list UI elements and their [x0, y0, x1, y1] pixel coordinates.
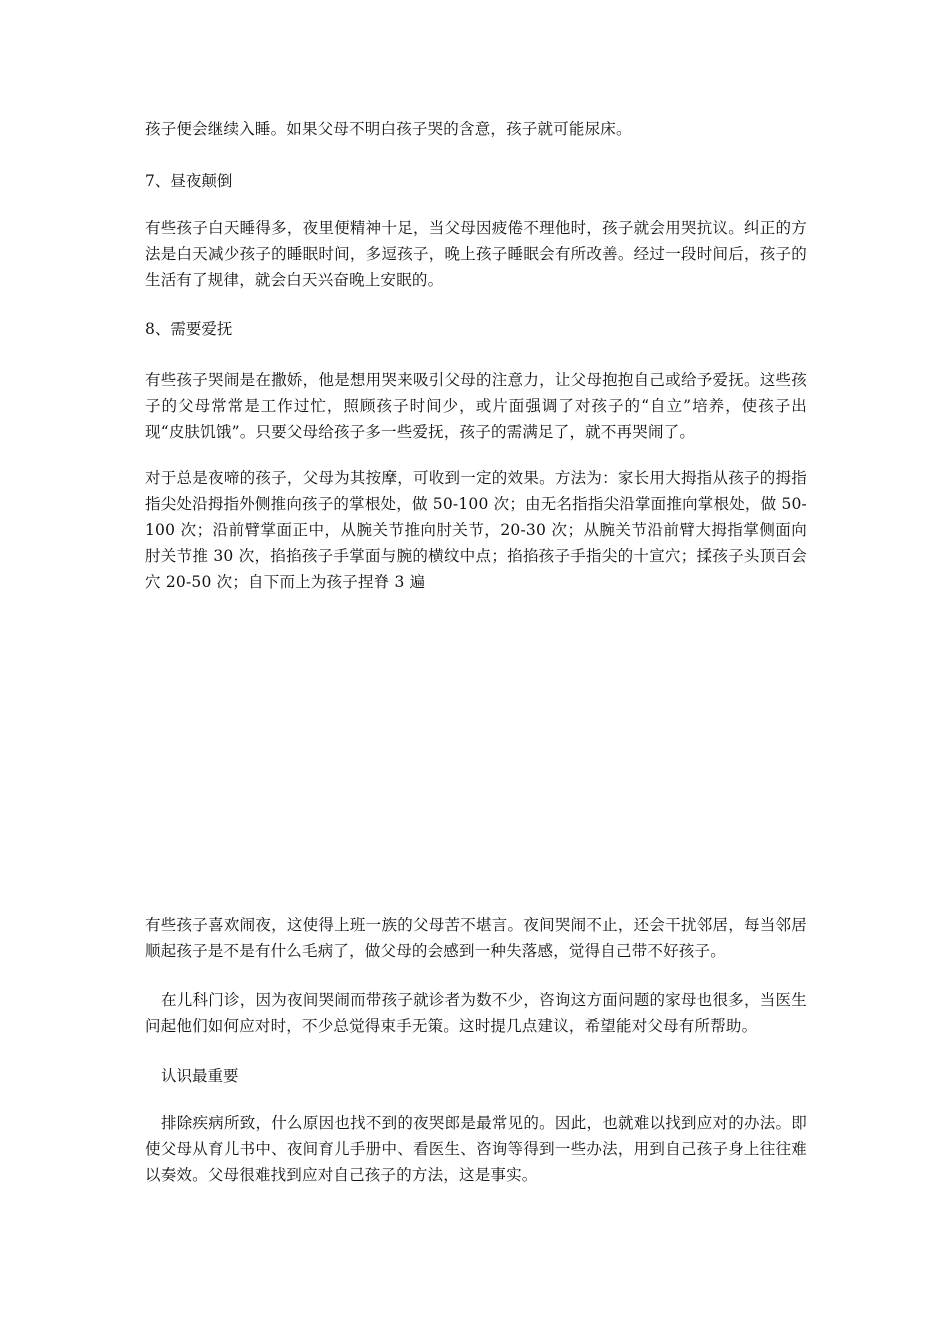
paragraph-need-affection: 有些孩子哭闹是在撒娇，他是想用哭来吸引父母的注意力，让父母抱抱自己或给予爱抚。这些孩子的父母常常是工作过忙，照顾孩子时间少，或片面强调了对孩子的“自立”培养，使孩子出现“皮肤饥饿”。只要父母给孩子多一些爱抚，孩子的需满足了，就不再哭闹了。: [145, 371, 807, 441]
paragraph-pediatric-clinic: 在儿科门诊，因为夜间哭闹而带孩子就诊者为数不少，咨询这方面问题的家母也很多，当医生问起他们如何应对时，不少总觉得束手无策。这时提几点建议，希望能对父母有所帮助。: [145, 991, 807, 1035]
paragraph-massage-method: 对于总是夜啼的孩子，父母为其按摩，可收到一定的效果。方法为：家长用大拇指从孩子的拇指指尖处沿拇指外侧推向孩子的掌根处，做 50-100 次；由无名指指尖沿掌面推向掌根处，做 50-100 次；沿前臂掌面正中，从腕关节推向肘关节，20-30 次；从腕关节沿前臂大拇指掌侧面向肘关节推 30 次，掐掐孩子手掌面与腕的横纹中点；掐掐孩子手指尖的十宣穴；揉孩子头顶百会穴 20-50 次；自下而上为孩子捏脊 3 遍: [145, 469, 807, 591]
section-heading-7: 7、昼夜颠倒: [145, 172, 233, 190]
section-heading-awareness: 认识最重要: [161, 1067, 239, 1085]
section-heading-8: 8、需要爱抚: [145, 320, 233, 338]
paragraph-exclude-disease: 排除疾病所致，什么原因也找不到的夜哭郎是最常见的。因此，也就难以找到应对的办法。即使父母从育儿书中、夜间育儿手册中、看医生、咨询等得到一些办法，用到自己孩子身上往往难以奏效。父母很难找到应对自己孩子的方法，这是事实。: [145, 1114, 807, 1184]
paragraph-bedwetting-end: 孩子便会继续入睡。如果父母不明白孩子哭的含意，孩子就可能尿床。: [145, 120, 632, 138]
paragraph-day-night-reversal: 有些孩子白天睡得多，夜里便精神十足，当父母因疲倦不理他时，孩子就会用哭抗议。纠正的方法是白天减少孩子的睡眠时间，多逗孩子，晚上孩子睡眠会有所改善。经过一段时间后，孩子的生活有了规律，就会白天兴奋晚上安眠的。: [145, 219, 807, 289]
paragraph-night-crying-intro: 有些孩子喜欢闹夜，这使得上班一族的父母苦不堪言。夜间哭闹不止，还会干扰邻居，每当邻居顺起孩子是不是有什么毛病了，做父母的会感到一种失落感，觉得自己带不好孩子。: [145, 916, 807, 960]
